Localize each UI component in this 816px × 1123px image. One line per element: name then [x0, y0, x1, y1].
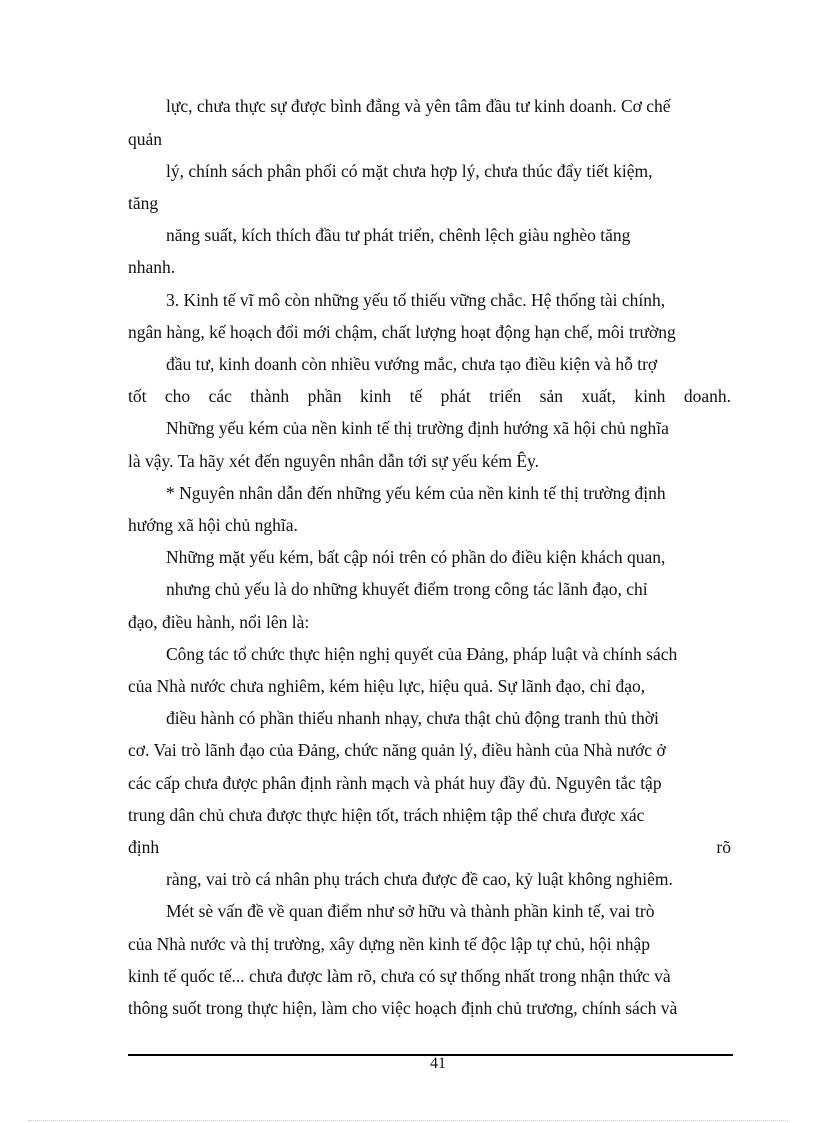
- text-line: đạo, điều hành, nổi lên là:: [128, 612, 310, 632]
- text-line: là vậy. Ta hãy xét đến nguyên nhân dẫn tới sự yếu kém Êy.: [128, 451, 539, 471]
- text-line: hướng xã hội chủ nghĩa.: [128, 515, 298, 535]
- text-line: cơ. Vai trò lãnh đạo của Đảng, chức năng quản lý, điều hành của Nhà nước ở: [128, 740, 666, 760]
- text-line: quản: [128, 129, 163, 149]
- text-line: Mét sè vấn đề về quan điểm như sở hữu và thành phần kinh tế, vai trò: [166, 901, 655, 921]
- text-line: lý, chính sách phân phối có mặt chưa hợp lý, chưa thúc đẩy tiết kiệm,: [166, 161, 653, 181]
- text-line: 3. Kinh tế vĩ mô còn những yếu tố thiếu vững chắc. Hệ thống tài chính,: [166, 290, 666, 310]
- text-line: điều hành có phần thiếu nhanh nhạy, chưa thật chủ động tranh thủ thời: [166, 708, 659, 728]
- text-line: tốt cho các thành phần kinh tế phát triển sản xuất, kinh doanh.: [128, 386, 731, 406]
- text-line: ràng, vai trò cá nhân phụ trách chưa được đề cao, kỷ luật không nghiêm.: [166, 869, 673, 889]
- text-line: Những mặt yếu kém, bất cập nói trên có phần do điều kiện khách quan,: [166, 547, 666, 567]
- text-line: của Nhà nước và thị trường, xây dựng nền kinh tế độc lập tự chủ, hội nhập: [128, 934, 651, 954]
- text-line: Những yếu kém của nền kinh tế thị trường định hướng xã hội chủ nghĩa: [166, 418, 669, 438]
- page-number: 41: [430, 1055, 446, 1072]
- text-line: lực, chưa thực sự được bình đẳng và yên tâm đầu tư kinh doanh. Cơ chế: [166, 96, 671, 116]
- text-line: trung dân chủ chưa được thực hiện tốt, trách nhiệm tập thể chưa được xác: [128, 805, 645, 825]
- text-line: năng suất, kích thích đầu tư phát triển, chênh lệch giàu nghèo tăng: [166, 225, 631, 245]
- text-line: các cấp chưa được phân định rành mạch và phát huy đầy đủ. Nguyên tắc tập: [128, 773, 662, 793]
- text-line: Công tác tổ chức thực hiện nghị quyết của Đảng, pháp luật và chính sách: [166, 644, 678, 664]
- text-line: định: [128, 837, 160, 857]
- text-line: rõ: [716, 837, 731, 857]
- text-line: * Nguyên nhân dẫn đến những yếu kém của nền kinh tế thị trường định: [166, 483, 666, 503]
- page-edge-divider: [28, 1120, 788, 1121]
- text-line: tăng: [128, 193, 159, 213]
- text-line: đầu tư, kinh doanh còn nhiều vướng mắc, chưa tạo điều kiện và hỗ trợ: [166, 354, 658, 374]
- text-line: ngân hàng, kế hoạch đổi mới chậm, chất lượng hoạt động hạn chế, môi trường: [128, 322, 676, 342]
- text-line: của Nhà nước chưa nghiêm, kém hiệu lực, hiệu quả. Sự lãnh đạo, chỉ đạo,: [128, 676, 646, 696]
- text-line: kinh tế quốc tế... chưa được làm rõ, chưa có sự thống nhất trong nhận thức và: [128, 966, 671, 986]
- text-line: nhưng chủ yếu là do những khuyết điểm trong công tác lãnh đạo, chỉ: [166, 579, 648, 599]
- text-line: nhanh.: [128, 257, 176, 277]
- text-line: thông suốt trong thực hiện, làm cho việc hoạch định chủ trương, chính sách và: [128, 998, 678, 1018]
